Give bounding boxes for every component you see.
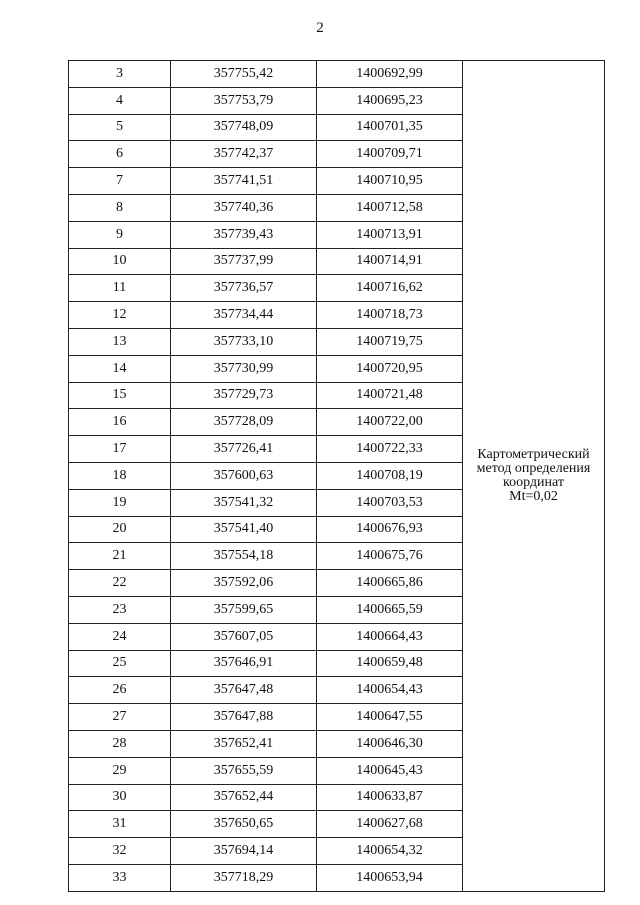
- y-coordinate-cell: 1400719,75: [317, 328, 463, 355]
- x-coordinate-cell: 357600,63: [171, 462, 317, 489]
- point-number-cell: 33: [69, 864, 171, 891]
- x-coordinate-cell: 357726,41: [171, 436, 317, 463]
- point-number-cell: 11: [69, 275, 171, 302]
- x-coordinate-cell: 357755,42: [171, 61, 317, 88]
- point-number-cell: 29: [69, 757, 171, 784]
- method-text-line: координат: [503, 474, 564, 490]
- y-coordinate-cell: 1400721,48: [317, 382, 463, 409]
- y-coordinate-cell: 1400646,30: [317, 730, 463, 757]
- point-number-cell: 6: [69, 141, 171, 168]
- point-number-cell: 14: [69, 355, 171, 382]
- y-coordinate-cell: 1400665,86: [317, 570, 463, 597]
- x-coordinate-cell: 357655,59: [171, 757, 317, 784]
- method-text-line: метод определения: [476, 460, 591, 476]
- method-text-line: Картометрический: [477, 446, 590, 462]
- point-number-cell: 28: [69, 730, 171, 757]
- y-coordinate-cell: 1400720,95: [317, 355, 463, 382]
- x-coordinate-cell: 357592,06: [171, 570, 317, 597]
- point-number-cell: 9: [69, 221, 171, 248]
- y-coordinate-cell: 1400675,76: [317, 543, 463, 570]
- y-coordinate-cell: 1400664,43: [317, 623, 463, 650]
- point-number-cell: 20: [69, 516, 171, 543]
- x-coordinate-cell: 357647,88: [171, 704, 317, 731]
- y-coordinate-cell: 1400713,91: [317, 221, 463, 248]
- y-coordinate-cell: 1400701,35: [317, 114, 463, 141]
- point-number-cell: 4: [69, 87, 171, 114]
- point-number-cell: 30: [69, 784, 171, 811]
- table-row: [69, 61, 605, 88]
- x-coordinate-cell: 357736,57: [171, 275, 317, 302]
- point-number-cell: 32: [69, 838, 171, 865]
- y-coordinate-cell: 1400676,93: [317, 516, 463, 543]
- x-coordinate-cell: 357729,73: [171, 382, 317, 409]
- y-coordinate-cell: 1400645,43: [317, 757, 463, 784]
- point-number-cell: 18: [69, 462, 171, 489]
- point-number-cell: 12: [69, 302, 171, 329]
- x-coordinate-cell: 357541,40: [171, 516, 317, 543]
- x-coordinate-cell: 357541,32: [171, 489, 317, 516]
- y-coordinate-cell: 1400654,43: [317, 677, 463, 704]
- y-coordinate-cell: 1400709,71: [317, 141, 463, 168]
- x-coordinate-cell: 357718,29: [171, 864, 317, 891]
- y-coordinate-cell: 1400718,73: [317, 302, 463, 329]
- x-coordinate-cell: 357652,41: [171, 730, 317, 757]
- method-text-line: Mt=0,02: [509, 488, 558, 504]
- x-coordinate-cell: 357650,65: [171, 811, 317, 838]
- point-number-cell: 22: [69, 570, 171, 597]
- x-coordinate-cell: 357737,99: [171, 248, 317, 275]
- x-coordinate-cell: 357730,99: [171, 355, 317, 382]
- x-coordinate-cell: 357694,14: [171, 838, 317, 865]
- point-number-cell: 31: [69, 811, 171, 838]
- y-coordinate-cell: 1400633,87: [317, 784, 463, 811]
- y-coordinate-cell: 1400722,00: [317, 409, 463, 436]
- point-number-cell: 3: [69, 61, 171, 88]
- point-number-cell: 13: [69, 328, 171, 355]
- point-number-cell: 8: [69, 194, 171, 221]
- y-coordinate-cell: 1400627,68: [317, 811, 463, 838]
- point-number-cell: 19: [69, 489, 171, 516]
- y-coordinate-cell: 1400647,55: [317, 704, 463, 731]
- y-coordinate-cell: 1400653,94: [317, 864, 463, 891]
- y-coordinate-cell: 1400703,53: [317, 489, 463, 516]
- y-coordinate-cell: 1400708,19: [317, 462, 463, 489]
- y-coordinate-cell: 1400722,33: [317, 436, 463, 463]
- point-number-cell: 26: [69, 677, 171, 704]
- y-coordinate-cell: 1400654,32: [317, 838, 463, 865]
- y-coordinate-cell: 1400714,91: [317, 248, 463, 275]
- x-coordinate-cell: 357748,09: [171, 114, 317, 141]
- x-coordinate-cell: 357652,44: [171, 784, 317, 811]
- point-number-cell: 17: [69, 436, 171, 463]
- x-coordinate-cell: 357728,09: [171, 409, 317, 436]
- y-coordinate-cell: 1400665,59: [317, 596, 463, 623]
- point-number-cell: 16: [69, 409, 171, 436]
- x-coordinate-cell: 357733,10: [171, 328, 317, 355]
- point-number-cell: 21: [69, 543, 171, 570]
- x-coordinate-cell: 357742,37: [171, 141, 317, 168]
- x-coordinate-cell: 357554,18: [171, 543, 317, 570]
- y-coordinate-cell: 1400712,58: [317, 194, 463, 221]
- y-coordinate-cell: 1400692,99: [317, 61, 463, 88]
- point-number-cell: 10: [69, 248, 171, 275]
- y-coordinate-cell: 1400710,95: [317, 168, 463, 195]
- x-coordinate-cell: 357599,65: [171, 596, 317, 623]
- y-coordinate-cell: 1400716,62: [317, 275, 463, 302]
- point-number-cell: 7: [69, 168, 171, 195]
- coordinates-table-body: [69, 61, 605, 892]
- x-coordinate-cell: 357741,51: [171, 168, 317, 195]
- point-number-cell: 23: [69, 596, 171, 623]
- x-coordinate-cell: 357734,44: [171, 302, 317, 329]
- x-coordinate-cell: 357607,05: [171, 623, 317, 650]
- x-coordinate-cell: 357739,43: [171, 221, 317, 248]
- point-number-cell: 25: [69, 650, 171, 677]
- x-coordinate-cell: 357740,36: [171, 194, 317, 221]
- y-coordinate-cell: 1400659,48: [317, 650, 463, 677]
- point-number-cell: 15: [69, 382, 171, 409]
- x-coordinate-cell: 357647,48: [171, 677, 317, 704]
- x-coordinate-cell: 357753,79: [171, 87, 317, 114]
- method-cell: [463, 61, 605, 892]
- x-coordinate-cell: 357646,91: [171, 650, 317, 677]
- point-number-cell: 27: [69, 704, 171, 731]
- coordinates-table: [68, 60, 605, 892]
- y-coordinate-cell: 1400695,23: [317, 87, 463, 114]
- page-number: 2: [316, 20, 324, 36]
- point-number-cell: 24: [69, 623, 171, 650]
- point-number-cell: 5: [69, 114, 171, 141]
